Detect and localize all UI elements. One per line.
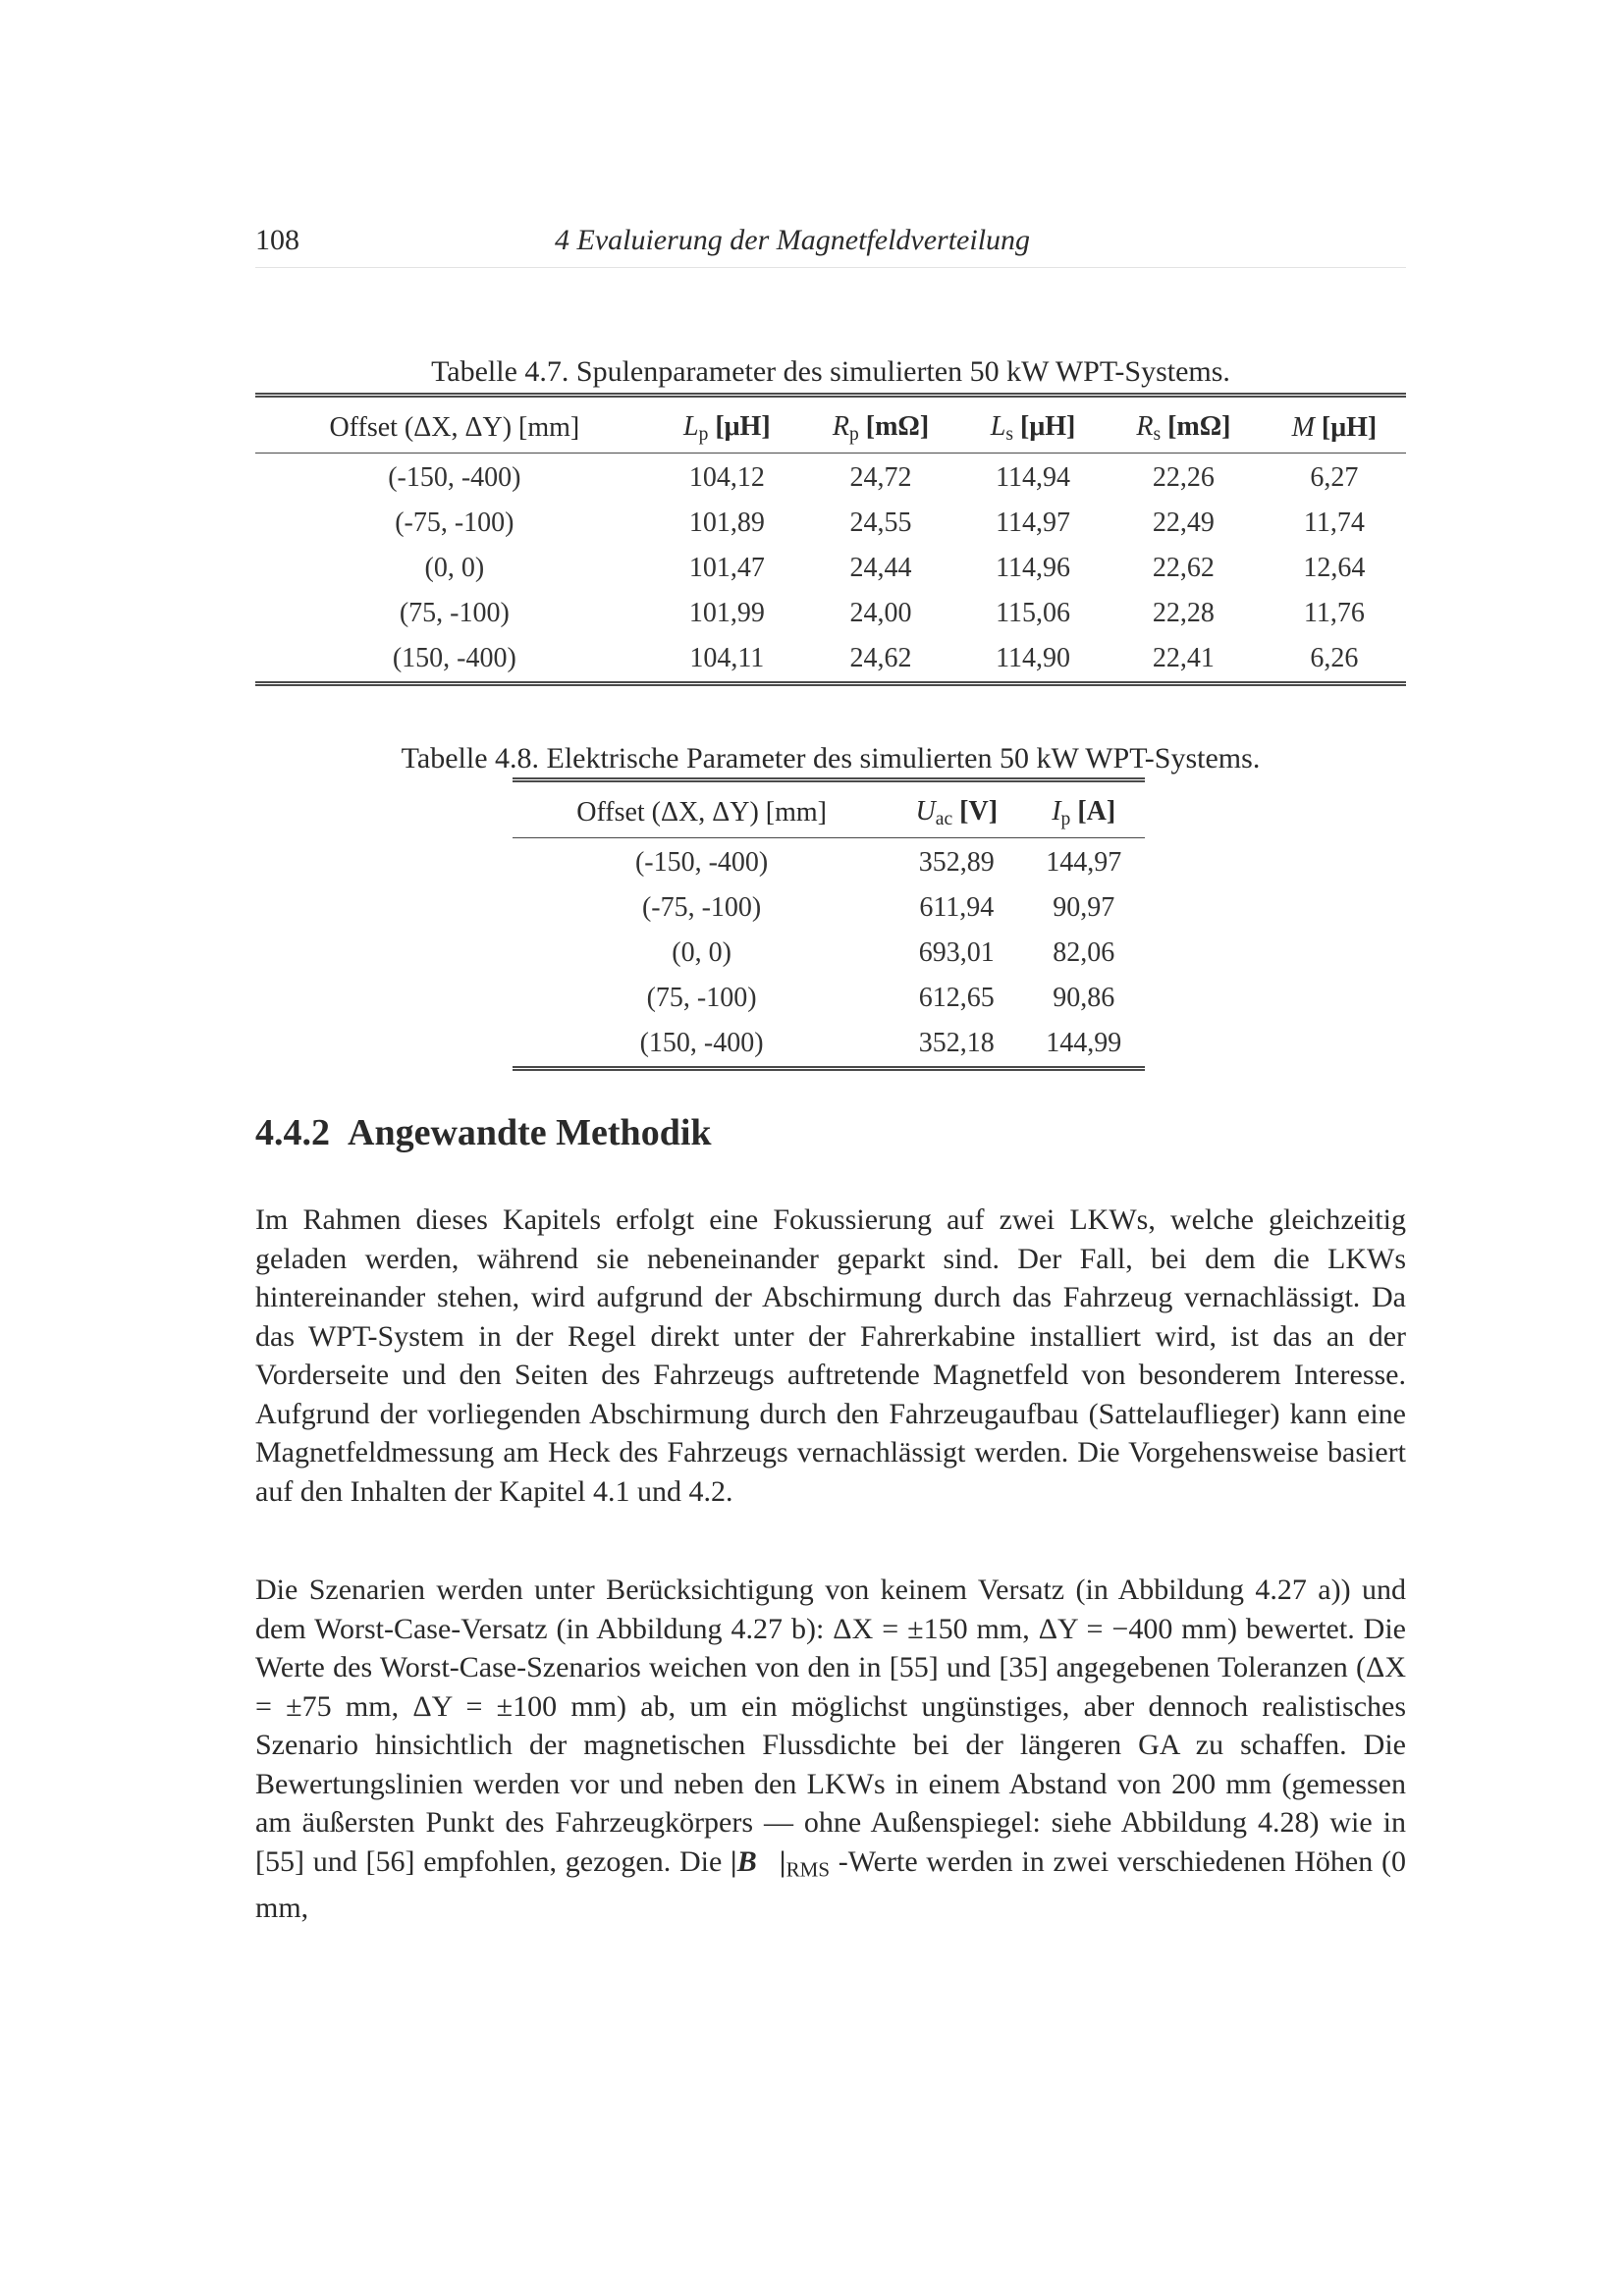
column-header-m: M [μH]	[1263, 403, 1406, 454]
column-header-uac: $U_{ac}$ [V]	[891, 788, 1022, 838]
section-title: Angewandte Methodik	[348, 1112, 712, 1153]
column-header-lp: $L_p$ [μH]	[654, 403, 800, 454]
section-heading	[255, 1111, 712, 1154]
column-header-rp: $R_p$ [mΩ]	[800, 403, 961, 454]
column-header-offset: Offset (ΔX, ΔY) [mm]	[513, 788, 891, 838]
body-paragraph-1: Im Rahmen dieses Kapitels erfolgt eine Fokussierung auf zwei LKWs, welche gleichzeitig geladen werden, während sie nebeneinander geparkt sind. Der Fall, bei dem die LKWs hintereinander stehen, wird aufgrund der Abschirmung durch das Fahrzeug vernachlässigt. Da das WPT-System in der Regel direkt unter der Fahrerkabine installiert wird, ist das an der Vorderseite und den Seiten des Fahrzeugs auftretende Magnetfeld von besonderem Interesse. Aufgrund der vorliegenden Abschirmung durch den Fahrzeugaufbau (Sattelauflieger) kann eine Magnetfeldmessung am Heck des Fahrzeugs vernachlässigt werden. Die Vorgehensweise basiert auf den Inhalten der Kapitel 4.1 und 4.2.	[255, 1203, 1406, 1508]
table-row: (75, -100) 101,99 24,00 115,06 22,28 11,76	[399, 598, 1365, 628]
table-row: (-75, -100) 101,89 24,55 114,97 22,49 11,74	[395, 507, 1365, 538]
table-row: (0, 0) 101,47 24,44 114,96 22,62 12,64	[424, 553, 1366, 583]
section-number: 4.4.2	[255, 1112, 330, 1153]
table-row: (-75, -100) 611,94 90,97	[641, 892, 1115, 923]
column-header-rs: $R_s$ [mΩ]	[1105, 403, 1263, 454]
body-paragraph-2: Die Szenarien werden unter Berücksichtigung von keinem Versatz (in Abbildung 4.27 a)) und dem Worst-Case-Versatz (in Abbildung 4.27 b): ΔX = ±150 mm, ΔY = −400 mm) bewertet. Die Werte des Worst-Case-Szenarios weichen von den in [55] und [35] angegebenen Toleranzen (ΔX = ±75 mm, ΔY = ±100 mm) ab, um ein möglichst ungünstiges, aber dennoch realistisches Szenario hinsichtlich der magnetischen Flussdichte bei der längeren GA zu schaffen. Die Bewertungslinien werden vor und neben den LKWs in einem Abstand von 200 mm (gemessen am äußersten Punkt des Fahrzeugkörpers — ohne Außenspiegel: siehe Abbildung 4.28) wie in [55] und [56] empfohlen, gezogen. Die $|B⃗|_{RMS}$ -Werte werden in zwei verschiedenen Höhen (0 mm,	[255, 1574, 1407, 1925]
table-caption-4-7: Tabelle 4.7. Spulenparameter des simulierten 50 kW WPT-Systems.	[431, 355, 1230, 388]
table-row: (-150, -400) 104,12 24,72 114,94 22,26 6,27	[388, 462, 1359, 493]
column-header-ip: $I_p$ [A]	[1022, 788, 1145, 838]
running-header	[255, 224, 1406, 268]
table-row: (0, 0) 693,01 82,06	[672, 937, 1115, 968]
table-row: (-150, -400) 352,89 144,97	[634, 847, 1122, 878]
chapter-title: 4 Evaluierung der Magnetfeldverteilung	[555, 224, 1031, 256]
table-caption-4-8: Tabelle 4.8. Elektrische Parameter des simulierten 50 kW WPT-Systems.	[401, 742, 1261, 774]
electrical-parameters-table	[513, 777, 1145, 1071]
table-row: (75, -100) 612,65 90,86	[646, 983, 1115, 1013]
page-number: 108	[255, 224, 299, 256]
table-row: (150, -400) 352,18 144,99	[513, 1021, 1145, 1069]
coil-parameters-table	[255, 393, 1406, 686]
flux-density-symbol: |B⃗|	[731, 1844, 786, 1878]
table-row: (150, -400) 104,11 24,62 114,90 22,41 6,26	[255, 636, 1406, 684]
column-header-ls: $L_s$ [μH]	[961, 403, 1105, 454]
column-header-offset: Offset (ΔX, ΔY) [mm]	[255, 403, 654, 454]
